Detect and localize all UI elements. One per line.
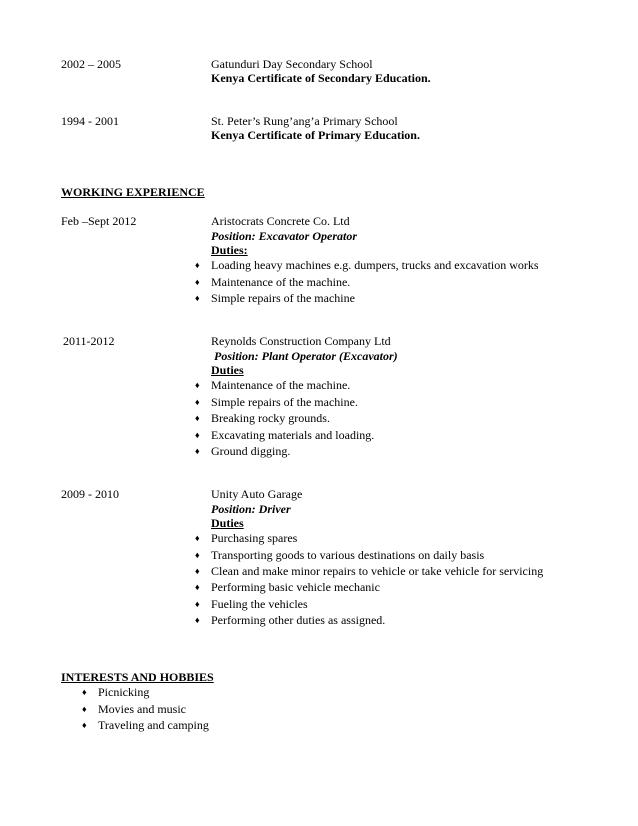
interests-heading: INTERESTS AND HOBBIES	[61, 670, 214, 684]
diamond-bullet-icon: ♦	[82, 720, 87, 730]
education-qualification: Kenya Certificate of Secondary Education.	[211, 71, 431, 85]
diamond-bullet-icon: ♦	[82, 687, 87, 697]
diamond-bullet-icon: ♦	[195, 599, 200, 609]
job-position: Position: Driver	[211, 502, 291, 516]
education-period: 1994 - 2001	[61, 114, 119, 128]
diamond-bullet-icon: ♦	[82, 704, 87, 714]
diamond-bullet-icon: ♦	[195, 260, 200, 270]
job-position: Position: Plant Operator (Excavator)	[214, 349, 398, 363]
job-period: Feb –Sept 2012	[61, 214, 137, 228]
job-employer: Aristocrats Concrete Co. Ltd	[211, 214, 350, 228]
diamond-bullet-icon: ♦	[195, 533, 200, 543]
diamond-bullet-icon: ♦	[195, 582, 200, 592]
duties-label: Duties	[211, 516, 244, 530]
duties-label: Duties:	[211, 243, 248, 257]
job-period: 2011-2012	[63, 334, 115, 348]
education-institution: St. Peter’s Rung’ang’a Primary School	[211, 114, 398, 128]
diamond-bullet-icon: ♦	[195, 277, 200, 287]
job-period: 2009 - 2010	[61, 487, 119, 501]
education-qualification: Kenya Certificate of Primary Education.	[211, 128, 420, 142]
diamond-bullet-icon: ♦	[195, 446, 200, 456]
diamond-bullet-icon: ♦	[195, 566, 200, 576]
diamond-bullet-icon: ♦	[195, 380, 200, 390]
education-period: 2002 – 2005	[61, 57, 121, 71]
job-position: Position: Excavator Operator	[211, 229, 357, 243]
duties-label: Duties	[211, 363, 244, 377]
diamond-bullet-icon: ♦	[195, 550, 200, 560]
job-employer: Unity Auto Garage	[211, 487, 303, 501]
diamond-bullet-icon: ♦	[195, 397, 200, 407]
diamond-bullet-icon: ♦	[195, 430, 200, 440]
diamond-bullet-icon: ♦	[195, 615, 200, 625]
diamond-bullet-icon: ♦	[195, 413, 200, 423]
diamond-bullet-icon: ♦	[195, 293, 200, 303]
job-employer: Reynolds Construction Company Ltd	[211, 334, 391, 348]
education-institution: Gatunduri Day Secondary School	[211, 57, 373, 71]
working-experience-heading: WORKING EXPERIENCE	[61, 185, 205, 199]
